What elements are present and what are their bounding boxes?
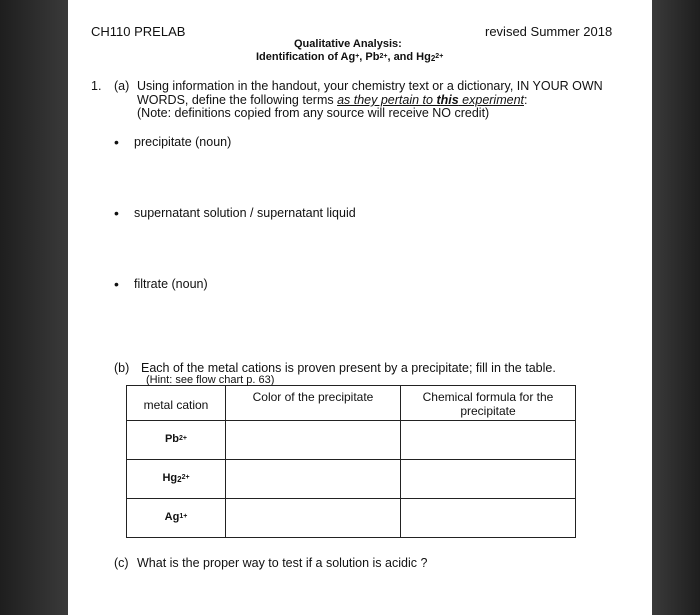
color-input-cell[interactable] [226,460,401,499]
table-header-row [127,386,576,421]
left-margin-shadow [0,0,68,615]
part-a-note: (Note: definitions copied from any source will receive NO credit) [137,106,490,120]
course-header: CH110 PRELAB [91,24,186,39]
formula-input-cell[interactable] [401,421,576,460]
term-precipitate: precipitate (noun) [134,135,232,149]
part-a-line2: WORDS, define the following terms as they pertain to this experiment: [137,93,528,107]
part-c-text: What is the proper way to test if a solution is acidic ? [137,556,428,570]
page-title: Qualitative Analysis: [294,38,402,50]
part-b-label: (b) [114,361,130,375]
table-row [127,499,576,538]
header-formula: Chemical formula for the precipitate [401,386,576,421]
bullet-icon: • [114,205,119,221]
precipitate-table [126,385,576,538]
part-a-label: (a) [114,79,130,93]
bullet-icon: • [114,276,119,292]
color-input-cell[interactable] [226,421,401,460]
part-a-line1: Using information in the handout, your chemistry text or a dictionary, IN YOUR OWN [137,79,603,93]
part-b-text: Each of the metal cations is proven present by a precipitate; fill in the table. [141,361,556,375]
term-filtrate: filtrate (noun) [134,277,208,291]
cation-cell: $Ag^{1+}$ [127,499,226,538]
header-color: Color of the precipitate [226,386,401,421]
bullet-icon: • [114,134,119,150]
page-subtitle: Identification of Ag+, $Pb^{2+}$, and $Hg_2^{2+}$ [256,51,444,63]
formula-input-cell[interactable] [401,499,576,538]
question-number: 1. [91,79,102,93]
part-b-hint: (Hint: see flow chart p. 63) [146,374,275,386]
right-margin-shadow [652,0,700,615]
cation-cell: $Hg_2^{2+}$ [127,460,226,499]
color-input-cell[interactable] [226,499,401,538]
revision-note: revised Summer 2018 [485,24,613,39]
part-c-label: (c) [114,556,129,570]
formula-input-cell[interactable] [401,460,576,499]
cation-cell: $Pb^{2+}$ [127,421,226,460]
table-row [127,421,576,460]
header-metal-cation: metal cation [127,386,226,421]
term-supernatant: supernatant solution / supernatant liquid [134,206,356,220]
table-row [127,460,576,499]
